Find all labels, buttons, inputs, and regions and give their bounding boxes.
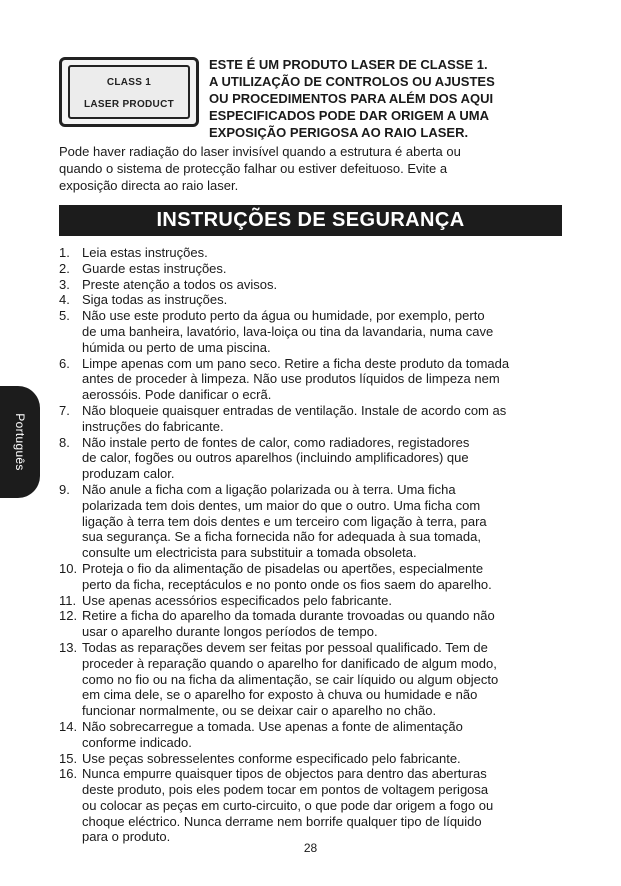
instruction-number: 3. [59,276,70,292]
instruction-number: 11. [59,592,77,608]
instruction-text-line: para o produto. [82,829,171,845]
instruction-item [59,292,564,308]
safety-instructions-list [59,245,564,845]
instruction-number: 15. [59,750,78,766]
instruction-text-line: Guarde estas instruções. [82,260,227,276]
instruction-number: 8. [59,434,70,450]
instruction-number: 9. [59,481,70,497]
instruction-text-line: proceder à reparação quando o aparelho for danificado de algum modo, [82,655,497,671]
instruction-item [59,640,564,719]
instruction-text-line: de uma banheira, lavatório, lava-loiça ou tina da lavandaria, numa cave [82,323,494,339]
laser-warning-line: ESTE É UM PRODUTO LASER DE CLASSE 1. [209,57,488,72]
instruction-number: 6. [59,355,70,371]
notice-line: exposição directa ao raio laser. [59,178,239,193]
instruction-item [59,719,564,751]
instruction-text-line: Não bloqueie quaisquer entradas de ventilação. Instale de acordo com as [82,402,507,418]
instruction-text-line: sua segurança. Se a ficha fornecida não for adequada à sua tomada, [82,529,481,545]
instruction-text-line: Retire a ficha do aparelho da tomada durante trovoadas ou quando não [82,608,495,624]
instruction-number: 12. [59,608,78,624]
notice-line: Pode haver radiação do laser invisível quando a estrutura é aberta ou [59,144,461,159]
instruction-text-line: perto da ficha, receptáculos e no ponto onde os fios saem do aparelho. [82,576,492,592]
instruction-text-line: choque eléctrico. Nunca derrame nem borrife qualquer tipo de líquido [82,813,482,829]
instruction-number: 10. [59,560,78,576]
laser-class-text: CLASS 1 [106,77,152,88]
instruction-number: 2. [59,260,70,276]
instruction-text-line: ligação à terra tem dois dentes e um terceiro com ligação à terra, para [82,513,487,529]
instruction-item [59,277,564,293]
instruction-text-line: Não instale perto de fontes de calor, como radiadores, registadores [82,434,470,450]
instruction-text-line: Preste atenção a todos os avisos. [82,276,278,292]
instruction-text-line: Use apenas acessórios especificados pelo fabricante. [82,592,393,608]
instruction-item [59,751,564,767]
instruction-text-line: consulte um electricista para substituir a tomada obsoleta. [82,545,417,561]
instruction-text-line: polarizada tem dois dentes, um maior do que o outro. Uma ficha com [82,497,481,513]
instruction-number: 5. [59,308,70,324]
instruction-text-line: Todas as reparações devem ser feitas por pessoal qualificado. Tem de [82,639,488,655]
laser-class-label [59,57,199,127]
instruction-text-line: húmida ou perto de uma piscina. [82,339,271,355]
instruction-text-line: Não anule a ficha com a ligação polarizada ou à terra. Uma ficha [82,481,456,497]
instruction-text-line: ou colocar as peças em curto-circuito, o que pode dar origem a fogo ou [82,797,494,813]
instruction-text-line: em cima dele, se o aparelho for exposto à chuva ou humidade e não [82,687,478,703]
laser-warning-line: OU PROCEDIMENTOS PARA ALÉM DOS AQUI [209,91,494,106]
instruction-item [59,593,564,609]
laser-warning-line: ESPECIFICADOS PODE DAR ORIGEM A UMA [209,108,490,123]
instruction-text-line: deste produto, pois eles podem tocar em pontos de voltagem perigosa [82,782,489,798]
instruction-text-line: Siga todas as instruções. [82,292,228,308]
instruction-item [59,482,564,561]
instruction-text-line: como no fio ou na ficha da alimentação, se cair líquido ou algum objecto [82,671,499,687]
section-title: INSTRUÇÕES DE SEGURANÇA [59,205,562,236]
instruction-number: 4. [59,292,70,308]
laser-product-text: LASER PRODUCT [83,99,174,110]
instruction-item [59,245,564,261]
language-tab-label: Português [13,413,27,471]
laser-warning-line: A UTILIZAÇÃO DE CONTROLOS OU AJUSTES [209,74,495,89]
instruction-number: 16. [59,766,78,782]
laser-class-label-inner [68,65,190,119]
instruction-number: 13. [59,639,78,655]
instruction-text-line: antes de proceder à limpeza. Não use produtos líquidos de limpeza nem [82,371,500,387]
language-tab [0,386,40,498]
instruction-text-line: Não sobrecarregue a tomada. Use apenas a fonte de alimentação [82,718,463,734]
instruction-number: 1. [59,245,70,260]
instruction-item [59,608,564,640]
page-number: 28 [303,841,318,855]
instruction-text-line: Use peças sobresselentes conforme especificado pelo fabricante. [82,750,461,766]
instruction-item [59,308,564,355]
instruction-text-line: Leia estas instruções. [82,245,208,260]
instruction-item [59,261,564,277]
instruction-text-line: conforme indicado. [82,734,192,750]
instruction-text-line: produzam calor. [82,466,175,482]
instruction-text-line: de calor, fogões ou outros aparelhos (incluindo amplificadores) que [82,450,469,466]
laser-warning-line: EXPOSIÇÃO PERIGOSA AO RAIO LASER. [209,125,469,140]
instruction-item [59,561,564,593]
instruction-text-line: instruções do fabricante. [82,418,224,434]
laser-radiation-notice [59,143,529,194]
instruction-item [59,356,564,403]
instruction-text-line: funcionar normalmente, ou se deixar cair o aparelho no chão. [82,703,437,719]
laser-warning [209,56,549,141]
instruction-number: 7. [59,402,70,418]
instruction-text-line: usar o aparelho durante longos períodos de tempo. [82,624,378,640]
instruction-text-line: Nunca empurre quaisquer tipos de objectos para dentro das aberturas [82,766,487,782]
instruction-item [59,403,564,435]
instruction-text-line: aerossóis. Pode danificar o ecrã. [82,387,272,403]
instruction-item [59,766,564,845]
instruction-text-line: Não use este produto perto da água ou humidade, por exemplo, perto [82,308,485,324]
instruction-number: 14. [59,718,78,734]
instruction-item [59,435,564,482]
instruction-text-line: Limpe apenas com um pano seco. Retire a ficha deste produto da tomada [82,355,510,371]
instruction-text-line: Proteja o fio da alimentação de pisadelas ou apertões, especialmente [82,560,484,576]
notice-line: quando o sistema de protecção falhar ou estiver defeituoso. Evite a [59,161,448,176]
